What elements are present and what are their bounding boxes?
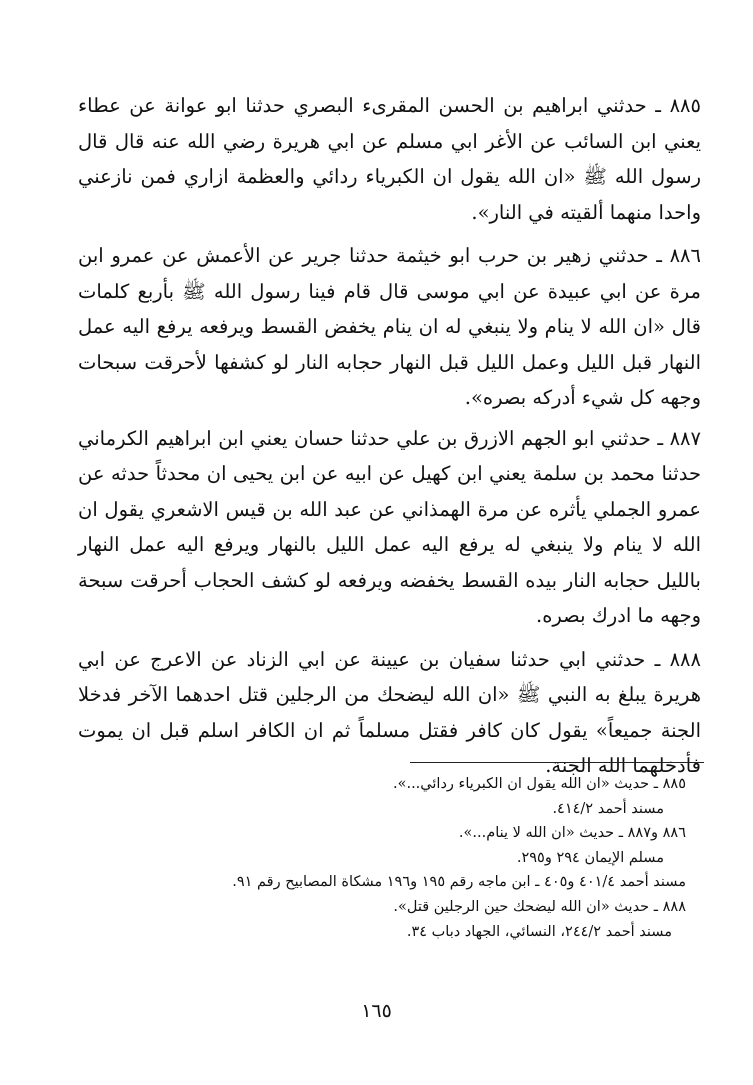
footnote-886-887-source-musnad: مسند أحمد ٤٠١/٤ و٤٠٥ ـ ابن ماجه رقم ١٩٥ و١٩٦ مشكاة المصابيح رقم ٩١. — [232, 874, 686, 891]
footnote-885-title: ٨٨٥ ـ حديث «ان الله يقول ان الكبرياء ردائي...». — [392, 776, 686, 792]
hadith-887: ٨٨٧ ـ حدثني ابو الجهم الازرق بن علي حدثنا حسان يعني ابن ابراهيم الكرماني حدثنا محمد بن سلمة يعني ابن كهيل عن ابيه عن ابن يحيى ان محدثاً حدثه عن عمرو الجملي يأثره عن مرة الهمذاني عن عبد الله بن قيس الاشعري يقول ان الله لا ينام ولا ينبغي له يرفع اليه عمل الليل بالنهار ويرفع اليه عمل النهار بالليل حجابه النار بيده القسط يخفضه ويرفعه لو كشف الحجاب أحرقت سبحة وجهه ما ادرك بصره. — [78, 426, 701, 627]
footnote-888-source: مسند أحمد ٢٤٤/٢، النسائي، الجهاد دباب ٣٤. — [406, 923, 672, 940]
footnote-885-source: مسند أحمد ٤١٤/٢. — [552, 800, 664, 817]
hadith-888: ٨٨٨ ـ حدثني ابي حدثنا سفيان بن عيينة عن ابي الزناد عن الاعرج عن ابي هريرة يبلغ به النبي ﷺ «ان الله ليضحك من الرجلين قتل احدهما الآخر فدخلا الجنة جميعاً» يقول كان كافر فقتل مسلماً ثم ان الكافر اسلم قبل ان يموت فأدخلهما الله الجنة. — [78, 647, 701, 777]
footnotes — [78, 772, 686, 944]
footnote-886-887-title: ٨٨٦ و٨٨٧ ـ حديث «ان الله لا ينام...». — [458, 825, 686, 842]
hadith-886: ٨٨٦ ـ حدثني زهير بن حرب ابو خيثمة حدثنا جرير عن الأعمش عن عمرو ابن مرة عن ابي عبيدة عن ابي موسى قال قام فينا رسول الله ﷺ بأربع كلمات قال «ان الله لا ينام ولا ينبغي له ان ينام يخفض القسط ويرفعه يرفع اليه عمل النهار قبل الليل وعمل الليل قبل النهار حجابه النار لو كشفها لأحرقت سبحات وجهه كل شيء أدركه بصره». — [78, 244, 701, 409]
footnote-divider — [410, 762, 704, 763]
main-text — [78, 88, 701, 784]
footnote-886-887-source-muslim: مسلم الإيمان ٢٩٤ و٢٩٥. — [516, 849, 664, 866]
page-number: ١٦٥ — [361, 1000, 392, 1022]
hadith-885: ٨٨٥ ـ حدثني ابراهيم بن الحسن المقرىء البصري حدثنا ابو عوانة عن عطاء يعني ابن السائب عن الأغر ابي مسلم عن ابي هريرة رضي الله عنه قال قال رسول الله ﷺ «ان الله يقول ان الكبرياء ردائي والعظمة ازاري فمن نازعني واحدا منهما ألقيته في النار». — [78, 94, 701, 224]
footnote-888-title: ٨٨٨ ـ حديث «ان الله ليضحك حين الرجلين قتل». — [393, 898, 686, 915]
